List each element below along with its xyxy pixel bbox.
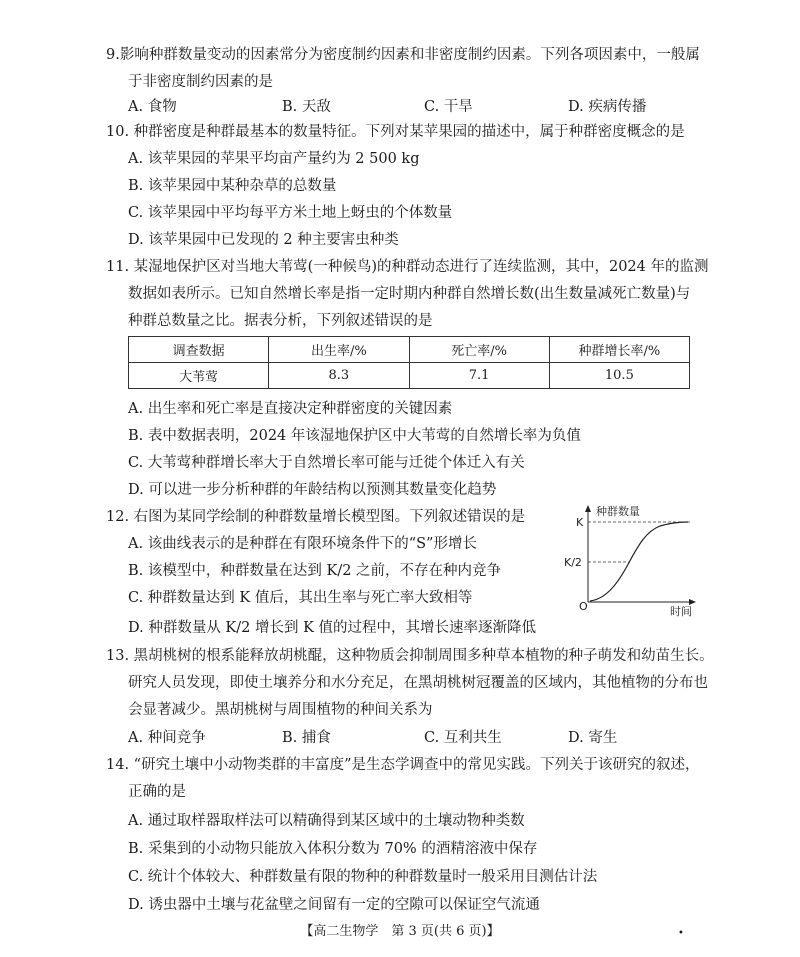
x-axis-title: 时间 [670,605,692,617]
q11-stem-line2: 数据如表所示。已知自然增长率是指一定时期内种群自然增长数(出生数量减死亡数量)与 [128,286,691,302]
q9-stem-line2: 于非密度制约因素的是 [128,74,273,90]
table-cell: 8.3 [269,363,409,389]
q13-option-c: C. 互利共生 [424,730,502,746]
origin-label: O [579,600,588,613]
q14-option-d: D. 诱虫器中土壤与花盆壁之间留有一定的空隙可以保证空气流通 [128,897,540,913]
table-header-row [129,337,690,363]
q9-option-d: D. 疾病传播 [568,99,647,115]
table-header-cell: 种群增长率/% [549,337,689,363]
table-header-cell: 调查数据 [129,337,269,363]
q13-stem-line3: 会显著减少。黑胡桃树与周围植物的种间关系为 [128,702,433,718]
k-label: K [576,516,584,529]
q12-option-c: C. 种群数量达到 K 值后，其出生率与死亡率大致相等 [128,590,473,606]
q9-options [0,96,800,118]
q12-option-d: D. 种群数量从 K/2 增长到 K 值的过程中，其增长速率逐渐降低 [128,620,537,636]
q12-stem: 12. 右图为某同学绘制的种群数量增长模型图。下列叙述错误的是 [106,509,526,525]
y-axis-title: 种群数量 [596,505,640,518]
q10-option-a: A. 该苹果园的苹果平均亩产量约为 2 500 kg [128,151,420,167]
q11-option-a: A. 出生率和死亡率是直接决定种群密度的关键因素 [128,401,453,417]
q14-stem-line2: 正确的是 [128,784,186,800]
q9-stem-line1: 9.影响种群数量变动的因素常分为密度制约因素和非密度制约因素。下列各项因素中，一般属 [106,47,700,63]
s-curve-graph [560,502,700,617]
q13-option-d: D. 寄生 [568,730,618,746]
q14-option-c: C. 统计个体较大、种群数量有限的物种的种群数量时一般采用目测估计法 [128,869,598,885]
q9-option-b: B. 天敌 [282,99,331,115]
q9-option-a: A. 食物 [128,99,177,115]
table-header-cell: 死亡率/% [409,337,549,363]
s-curve [590,522,688,601]
table-cell: 10.5 [549,363,689,389]
q14-option-b: B. 采集到的小动物只能放入体积分数为 70% 的酒精溶液中保存 [128,841,538,857]
q13-options [0,727,800,749]
q10-stem: 10. 种群密度是种群最基本的数量特征。下列对某苹果园的描述中，属于种群密度概念的是 [106,124,685,140]
q12-option-a: A. 该曲线表示的是种群在有限环境条件下的“S”形增长 [128,536,477,552]
half-k-label: K/2 [564,556,582,569]
q11-stem-line3: 种群总数量之比。据表分析，下列叙述错误的是 [128,313,433,329]
q14-option-a: A. 通过取样器取样法可以精确得到某区域中的土壤动物种类数 [128,813,525,829]
table-row [129,363,690,389]
q13-option-a: A. 种间竞争 [128,730,206,746]
q10-option-d: D. 该苹果园中已发现的 2 种主要害虫种类 [128,232,399,248]
q10-option-c: C. 该苹果园中平均每平方米土地上蚜虫的个体数量 [128,205,453,221]
q11-option-b: B. 表中数据表明，2024 年该湿地保护区中大苇莺的自然增长率为负值 [128,428,581,444]
corner-mark: • [678,928,684,939]
table-cell: 大苇莺 [129,363,269,389]
q9-option-c: C. 干旱 [424,99,473,115]
page-footer: 【高二生物学 第 3 页(共 6 页)】 [300,924,500,939]
q13-stem-line1: 13. 黑胡桃树的根系能释放胡桃醌，这种物质会抑制周围多种草本植物的种子萌发和幼苗生长。 [106,648,714,664]
q11-option-c: C. 大苇莺种群增长率大于自然增长率可能与迁徙个体迁入有关 [128,455,525,471]
q11-option-d: D. 可以进一步分析种群的年龄结构以预测其数量变化趋势 [128,482,497,498]
q11-data-table [128,336,690,389]
q10-option-b: B. 该苹果园中某种杂草的总数量 [128,178,337,194]
q13-stem-line2: 研究人员发现，即使土壤养分和水分充足，在黑胡桃树冠覆盖的区域内，其他植物的分布也 [128,675,708,691]
table-header-cell: 出生率/% [269,337,409,363]
y-axis-arrow [585,505,591,512]
q13-option-b: B. 捕食 [282,730,331,746]
q11-stem-line1: 11. 某湿地保护区对当地大苇莺(一种候鸟)的种群动态进行了连续监测，其中，2024 年的监测 [106,259,709,275]
table-cell: 7.1 [409,363,549,389]
q14-stem-line1: 14. “研究土壤中小动物类群的丰富度”是生态学调查中的常见实践。下列关于该研究的叙述， [106,757,700,773]
q12-option-b: B. 该模型中，种群数量在达到 K/2 之前，不存在种内竞争 [128,563,502,579]
